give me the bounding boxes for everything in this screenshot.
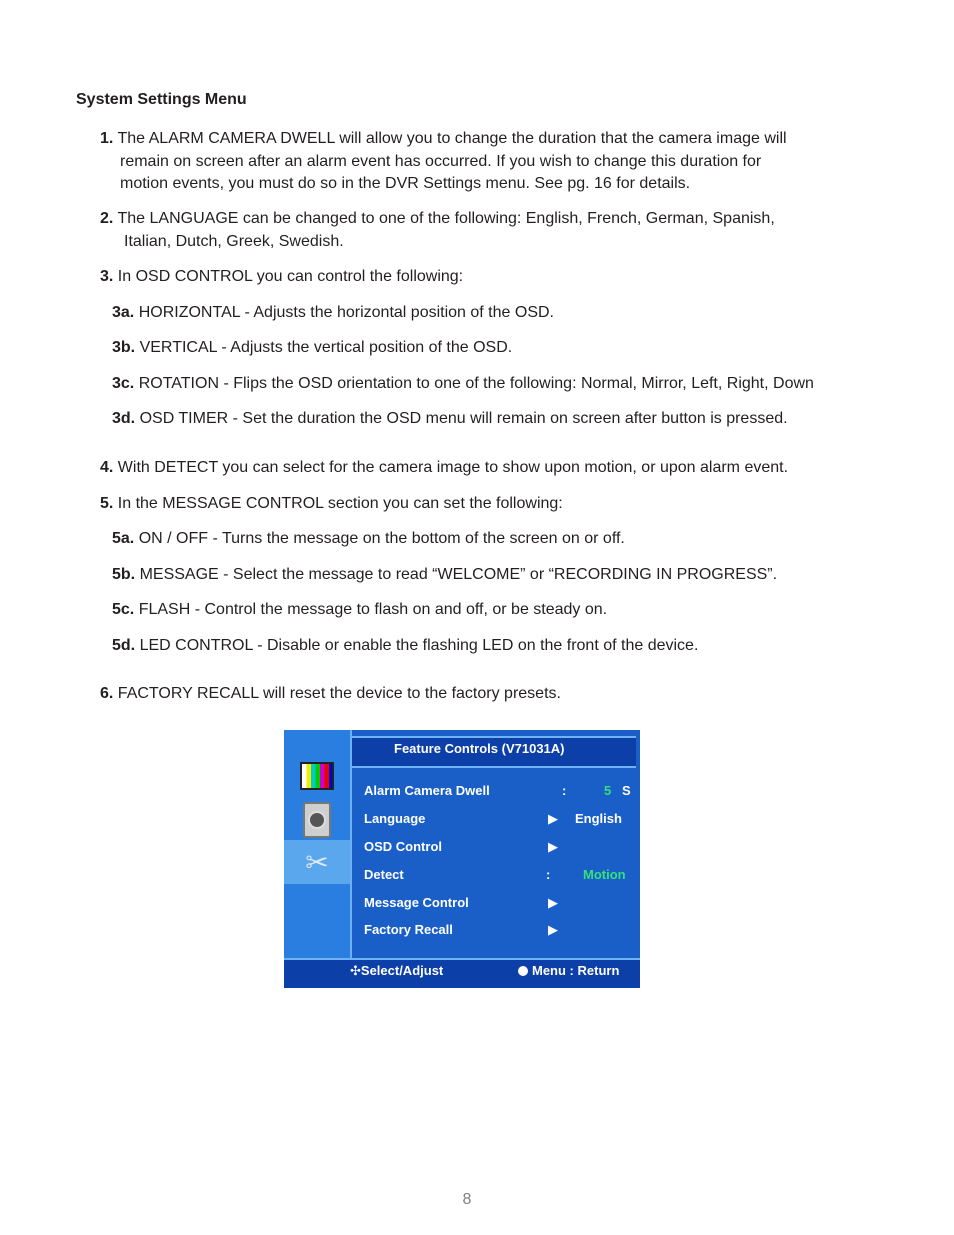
osd-row-label: Alarm Camera Dwell — [364, 783, 490, 798]
list-item-3b — [112, 337, 512, 360]
list-item-3 — [100, 266, 463, 289]
tools-icon: ✂ — [284, 840, 350, 884]
chevron-right-icon: ▶ — [548, 895, 558, 910]
item-number: 5. — [100, 495, 114, 512]
item-number: 4. — [100, 459, 114, 476]
item-text: HORIZONTAL - Adjusts the horizontal position of the OSD. — [138, 304, 554, 321]
item-number: 2. — [100, 210, 114, 227]
list-item-5a — [112, 528, 625, 551]
item-number: 3b. — [112, 339, 136, 356]
osd-sidebar — [284, 730, 352, 988]
item-text-line: motion events, you must do so in the DVR Settings menu. See pg. 16 for details. — [120, 175, 691, 192]
list-item-4 — [100, 457, 788, 480]
item-text-line: The LANGUAGE can be changed to one of the following: English, French, German, Spanish, — [117, 210, 775, 227]
list-item-3c — [112, 373, 814, 396]
osd-row-value: English — [575, 811, 622, 826]
list-item-5 — [100, 493, 563, 516]
item-number: 3. — [100, 268, 114, 285]
list-item-3d — [112, 408, 788, 431]
list-item-2 — [100, 208, 775, 253]
section-heading: System Settings Menu — [76, 91, 247, 108]
item-text: ON / OFF - Turns the message on the bottom of the screen on or off. — [138, 530, 625, 547]
osd-footer-select: ✣Select/Adjust — [350, 963, 444, 978]
osd-row-label: Factory Recall — [364, 922, 453, 937]
osd-footer-return-label: Menu : Return — [532, 963, 620, 978]
list-item-1 — [100, 128, 787, 196]
speaker-icon — [284, 798, 350, 842]
item-number: 3a. — [112, 304, 135, 321]
item-number: 3c. — [112, 375, 135, 392]
item-number: 6. — [100, 685, 114, 702]
list-item-5d — [112, 635, 698, 658]
list-item-3a — [112, 302, 554, 325]
item-text-line: Italian, Dutch, Greek, Swedish. — [124, 232, 344, 250]
item-text: FLASH - Control the message to flash on and off, or be steady on. — [138, 601, 608, 618]
item-text: VERTICAL - Adjusts the vertical position of the OSD. — [139, 339, 513, 356]
list-item-6 — [100, 683, 561, 706]
item-number: 5a. — [112, 530, 135, 547]
tv-test-pattern-icon — [284, 754, 350, 798]
item-text: MESSAGE - Select the message to read “WELCOME” or “RECORDING IN PROGRESS”. — [139, 566, 778, 583]
osd-title: Feature Controls (V71031A) — [394, 741, 565, 756]
item-number: 1. — [100, 130, 114, 147]
item-number: 5b. — [112, 566, 136, 583]
osd-row-unit: S — [622, 783, 631, 798]
page-number: 8 — [462, 1191, 472, 1208]
osd-footer-return — [518, 963, 619, 978]
osd-row-separator: : — [546, 867, 551, 882]
chevron-right-icon: ▶ — [548, 839, 558, 854]
item-number: 5d. — [112, 637, 136, 654]
osd-row-value: 5 — [604, 783, 612, 798]
item-text: ROTATION - Flips the OSD orientation to one of the following: Normal, Mirror, Left, Right, Down — [138, 375, 814, 392]
osd-row-value: Motion — [583, 867, 626, 882]
item-text: OSD TIMER - Set the duration the OSD menu will remain on screen after button is pressed. — [139, 410, 788, 427]
osd-row-label: Message Control — [364, 895, 469, 910]
item-text-line: The ALARM CAMERA DWELL will allow you to change the duration that the camera image will — [117, 130, 787, 147]
list-item-5c — [112, 599, 607, 622]
item-text: In OSD CONTROL you can control the following: — [117, 268, 464, 285]
item-number: 5c. — [112, 601, 135, 618]
chevron-right-icon: ▶ — [548, 811, 558, 826]
item-number: 3d. — [112, 410, 136, 427]
item-text: LED CONTROL - Disable or enable the flashing LED on the front of the device. — [139, 637, 699, 654]
osd-row-separator: : — [562, 783, 567, 798]
chevron-right-icon: ▶ — [548, 922, 558, 937]
list-item-5b — [112, 564, 777, 587]
menu-button-icon — [518, 966, 528, 976]
item-text: With DETECT you can select for the camera image to show upon motion, or upon alarm event. — [117, 459, 789, 476]
osd-menu-screenshot — [284, 730, 640, 988]
item-text-line: remain on screen after an alarm event has occurred. If you wish to change this duration for — [120, 152, 762, 170]
osd-row-label: Detect — [364, 867, 404, 882]
osd-row-label: Language — [364, 811, 426, 826]
item-text: In the MESSAGE CONTROL section you can set the following: — [117, 495, 563, 512]
osd-row-label: OSD Control — [364, 839, 442, 854]
item-text: FACTORY RECALL will reset the device to the factory presets. — [117, 685, 561, 702]
